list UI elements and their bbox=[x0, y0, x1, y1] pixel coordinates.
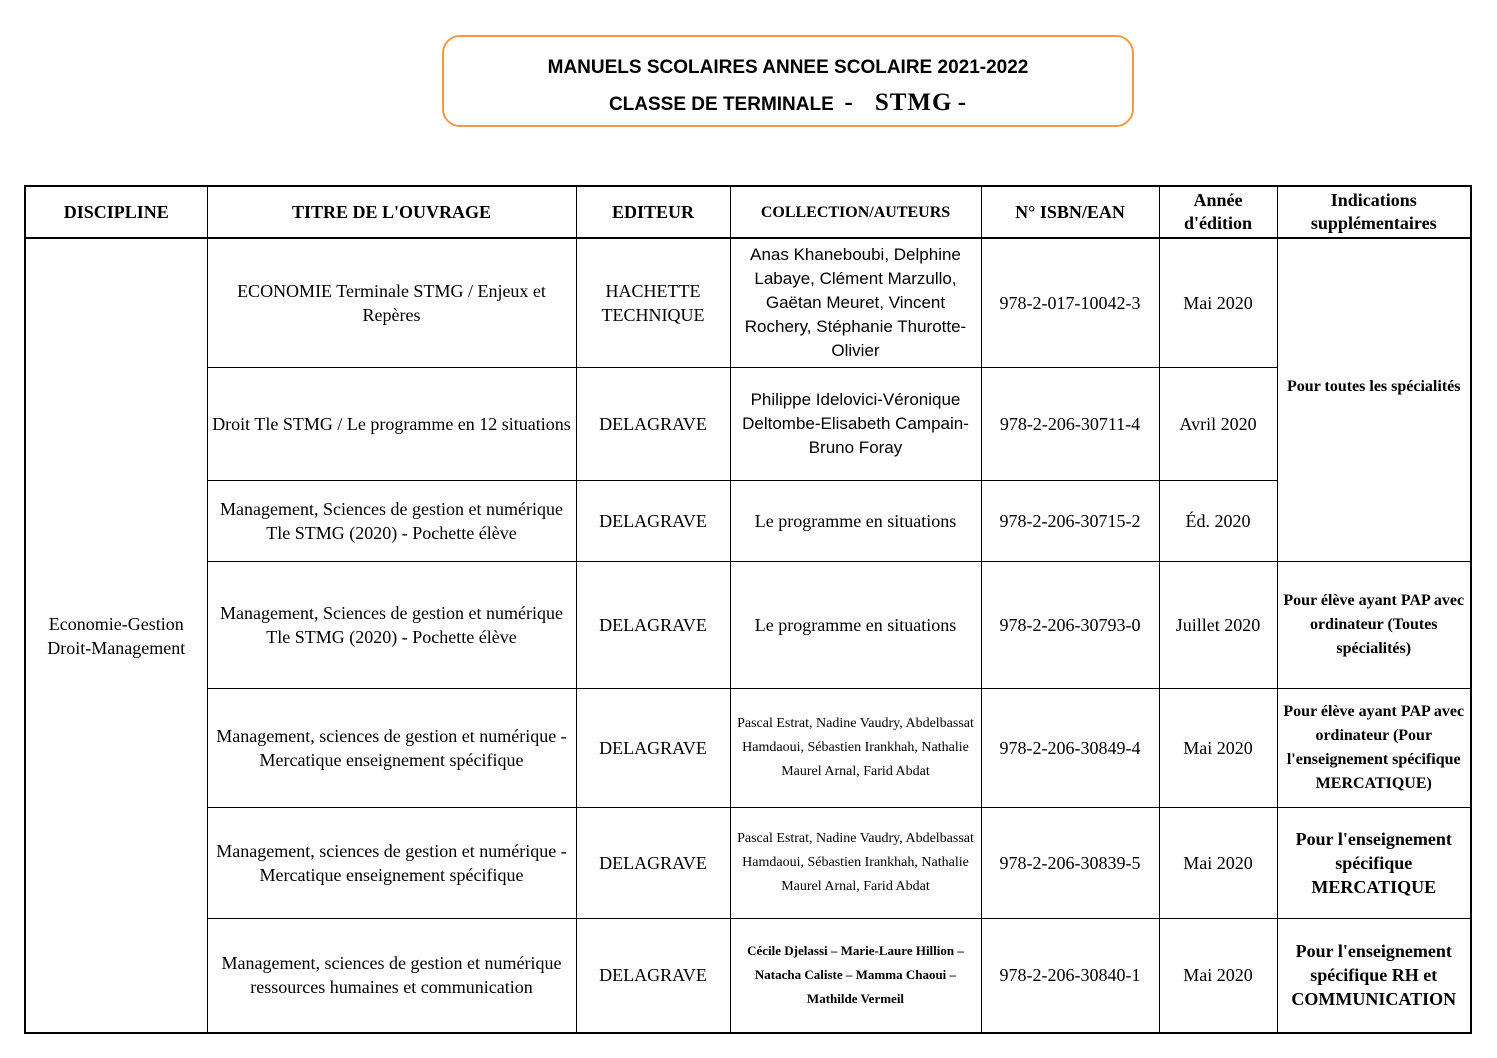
document-title-box bbox=[442, 35, 1134, 127]
cell-annee: Mai 2020 bbox=[1159, 238, 1277, 367]
cell-collection: Pascal Estrat, Nadine Vaudry, Abdelbassat Hamdaoui, Sébastien Irankhah, Nathalie Maurel Arnal, Farid Abdat bbox=[730, 688, 981, 807]
cell-titre: ECONOMIE Terminale STMG / Enjeux et Repères bbox=[207, 238, 576, 367]
cell-isbn: 978-2-206-30840-1 bbox=[981, 918, 1159, 1033]
cell-titre: Management, Sciences de gestion et numérique Tle STMG (2020) - Pochette élève bbox=[207, 561, 576, 688]
cell-discipline: Economie-Gestion Droit-Management bbox=[25, 238, 207, 1033]
cell-editeur: DELAGRAVE bbox=[576, 807, 730, 918]
cell-titre: Management, sciences de gestion et numérique ressources humaines et communication bbox=[207, 918, 576, 1033]
cell-titre: Management, sciences de gestion et numérique - Mercatique enseignement spécifique bbox=[207, 688, 576, 807]
cell-isbn: 978-2-206-30715-2 bbox=[981, 480, 1159, 561]
header-isbn: N° ISBN/EAN bbox=[981, 186, 1159, 238]
cell-indications: Pour l'enseignement spécifique MERCATIQUE bbox=[1277, 807, 1471, 918]
cell-collection: Le programme en situations bbox=[730, 561, 981, 688]
table-row bbox=[25, 367, 1471, 480]
cell-editeur: DELAGRAVE bbox=[576, 367, 730, 480]
cell-isbn: 978-2-206-30711-4 bbox=[981, 367, 1159, 480]
cell-titre: Management, sciences de gestion et numérique - Mercatique enseignement spécifique bbox=[207, 807, 576, 918]
document-subtitle bbox=[444, 89, 1132, 117]
cell-editeur: DELAGRAVE bbox=[576, 688, 730, 807]
title-dash: - bbox=[957, 89, 968, 116]
cell-collection: Le programme en situations bbox=[730, 480, 981, 561]
cell-isbn: 978-2-017-10042-3 bbox=[981, 238, 1159, 367]
cell-titre: Droit Tle STMG / Le programme en 12 situations bbox=[207, 367, 576, 480]
cell-collection: Anas Khaneboubi, Delphine Labaye, Clément Marzullo, Gaëtan Meuret, Vincent Rochery, Stéphanie Thurotte-Olivier bbox=[730, 238, 981, 367]
header-editeur: EDITEUR bbox=[576, 186, 730, 238]
cell-collection: Pascal Estrat, Nadine Vaudry, Abdelbassat Hamdaoui, Sébastien Irankhah, Nathalie Maurel Arnal, Farid Abdat bbox=[730, 807, 981, 918]
header-titre: TITRE DE L'OUVRAGE bbox=[207, 186, 576, 238]
cell-editeur: DELAGRAVE bbox=[576, 561, 730, 688]
cell-collection: Cécile Djelassi – Marie-Laure Hillion – Natacha Caliste – Mamma Chaoui – Mathilde Vermeil bbox=[730, 918, 981, 1033]
table-row bbox=[25, 480, 1471, 561]
cell-annee: Juillet 2020 bbox=[1159, 561, 1277, 688]
cell-annee: Mai 2020 bbox=[1159, 918, 1277, 1033]
class-name: STMG bbox=[874, 89, 953, 116]
table-row bbox=[25, 918, 1471, 1033]
title-dash: - bbox=[844, 89, 854, 116]
table-row bbox=[25, 238, 1471, 367]
cell-indications: Pour élève ayant PAP avec ordinateur (Toutes spécialités) bbox=[1277, 561, 1471, 688]
cell-indications: Pour l'enseignement spécifique RH et COMMUNICATION bbox=[1277, 918, 1471, 1033]
cell-editeur: DELAGRAVE bbox=[576, 918, 730, 1033]
header-collection: COLLECTION/AUTEURS bbox=[730, 186, 981, 238]
table-header-row bbox=[25, 186, 1471, 238]
cell-indications: Pour toutes les spécialités bbox=[1277, 238, 1471, 561]
header-annee: Année d'édition bbox=[1159, 186, 1277, 238]
cell-editeur: DELAGRAVE bbox=[576, 480, 730, 561]
cell-annee: Mai 2020 bbox=[1159, 807, 1277, 918]
class-label: CLASSE DE TERMINALE bbox=[608, 94, 834, 115]
cell-collection: Philippe Idelovici-Véronique Deltombe-Elisabeth Campain-Bruno Foray bbox=[730, 367, 981, 480]
cell-annee: Mai 2020 bbox=[1159, 688, 1277, 807]
cell-indications: Pour élève ayant PAP avec ordinateur (Pour l'enseignement spécifique MERCATIQUE) bbox=[1277, 688, 1471, 807]
cell-isbn: 978-2-206-30839-5 bbox=[981, 807, 1159, 918]
cell-annee: Éd. 2020 bbox=[1159, 480, 1277, 561]
table-row bbox=[25, 807, 1471, 918]
cell-isbn: 978-2-206-30793-0 bbox=[981, 561, 1159, 688]
cell-annee: Avril 2020 bbox=[1159, 367, 1277, 480]
textbook-table bbox=[24, 185, 1472, 1034]
table-row bbox=[25, 688, 1471, 807]
cell-titre: Management, Sciences de gestion et numérique Tle STMG (2020) - Pochette élève bbox=[207, 480, 576, 561]
cell-editeur: HACHETTE TECHNIQUE bbox=[576, 238, 730, 367]
document-title: MANUELS SCOLAIRES ANNEE SCOLAIRE 2021-2022 bbox=[547, 57, 1029, 78]
header-indications: Indications supplémentaires bbox=[1277, 186, 1471, 238]
table-row bbox=[25, 561, 1471, 688]
cell-isbn: 978-2-206-30849-4 bbox=[981, 688, 1159, 807]
header-discipline: DISCIPLINE bbox=[25, 186, 207, 238]
